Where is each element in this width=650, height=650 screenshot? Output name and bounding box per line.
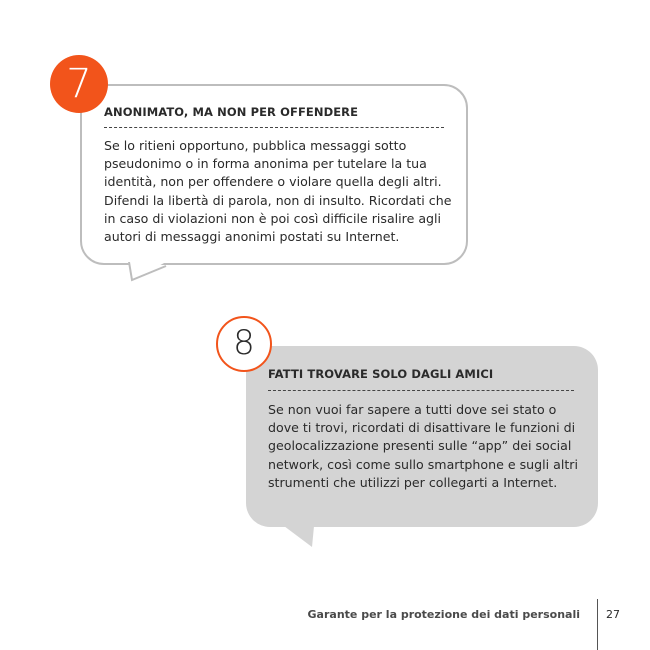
tip-title-8: FATTI TROVARE SOLO DAGLI AMICI [268, 367, 494, 381]
speech-bubble-tail-8 [284, 526, 316, 548]
footer-publisher: Garante per la protezione dei dati personali [307, 608, 580, 621]
dashed-divider-7 [104, 127, 444, 128]
tip-body-8: Se non vuoi far sapere a tutti dove sei stato o dove ti trovi, ricordati di disattivare le funzioni di geolocalizzazione presenti sulle “app” dei social network, così come sullo smartphone e sugli altri strumenti che utilizzi per collegarti a Internet. [268, 402, 578, 490]
dashed-divider-8 [268, 390, 574, 391]
speech-bubble-tail-7 [128, 262, 168, 282]
tip-title-7: ANONIMATO, MA NON PER OFFENDERE [104, 105, 359, 119]
page-number: 27 [606, 608, 620, 621]
footer-divider [597, 599, 598, 650]
tip-number-badge-8: 8 [216, 316, 272, 372]
tip-body-7: Se lo ritieni opportuno, pubblica messaggi sotto pseudonimo o in forma anonima per tutelare la tua identità, non per offendere o violare quella degli altri. Difendi la libertà di parola, non di insulto. Ricordati che in caso di violazioni non è poi così difficile risalire agli autori di messaggi anonimi postati su Internet. [104, 138, 452, 245]
tip-number-badge-7: 7 [50, 55, 108, 113]
